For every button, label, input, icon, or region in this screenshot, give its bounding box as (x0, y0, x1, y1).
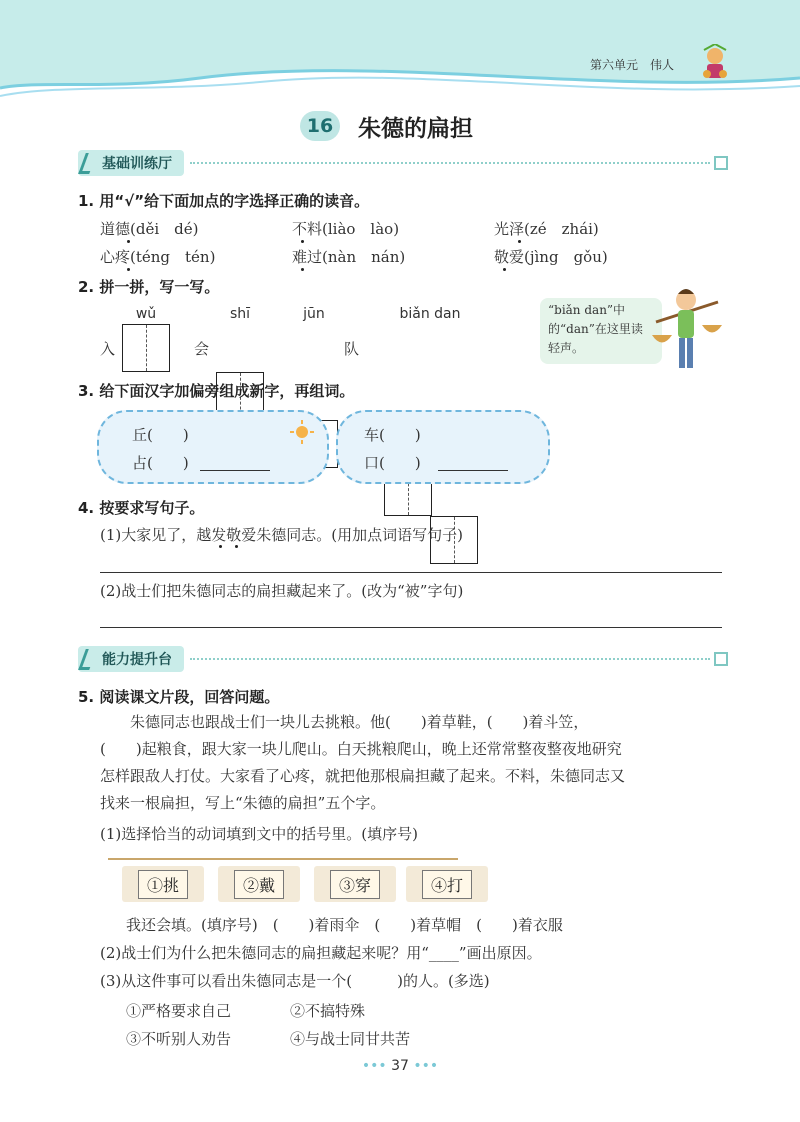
pinyin-label: wǔ (135, 306, 157, 322)
q3-right-item: 口( ) (364, 454, 421, 472)
verb-card-label: ①挑 (138, 870, 188, 899)
card-string (108, 858, 458, 860)
emphasis-dot (518, 240, 521, 243)
verb-card-label: ④打 (422, 870, 472, 899)
q3-right-item: 车( ) (364, 426, 421, 444)
q3-prompt: 3. 给下面汉字加偏旁组成新字，再组词。 (78, 382, 355, 400)
section-divider (190, 162, 710, 164)
pinyin-label: shī (229, 306, 251, 322)
answer-line[interactable] (200, 470, 270, 471)
writing-cell[interactable] (122, 324, 170, 372)
section-divider (190, 658, 710, 660)
dots-left-icon: ••• (361, 1058, 387, 1074)
pinyin-label: jūn (303, 306, 325, 322)
q1-item: 敬爱(jìng gǒu) (494, 248, 608, 266)
q4-sentence1: (1)大家见了，越发敬爱朱德同志。(用加点词语写句子) (100, 526, 463, 544)
emphasis-dot (503, 268, 506, 271)
page-number: 37 (391, 1058, 409, 1074)
q2-prompt: 2. 拼一拼，写一写。 (78, 278, 220, 296)
emphasis-dot (219, 545, 222, 548)
emphasis-dot (301, 240, 304, 243)
passage-line: 怎样跟敌人打仗。大家看了心疼，就把他那根扁担藏了起来。不料，朱德同志又 (100, 767, 626, 785)
q1-item: 光泽(zé zhái) (494, 220, 599, 238)
q5-option: ③不听别人劝告 (126, 1030, 232, 1048)
q5-sub3: (3)从这件事可以看出朱德同志是一个( )的人。(多选) (100, 972, 490, 990)
tip-bubble: “biǎn dan”中的“dan”在这里读轻声。 (540, 298, 662, 364)
q1-item: 难过(nàn nán) (292, 248, 406, 266)
verb-card (218, 866, 300, 902)
q1-prompt: 1. 用“√”给下面加点的字选择正确的读音。 (78, 192, 370, 210)
q2-char: 会 (194, 340, 210, 358)
q1-item: 心疼(téng tén) (100, 248, 216, 266)
q1-item: 不料(liào lào) (292, 220, 400, 238)
emphasis-dot (235, 545, 238, 548)
q5-option: ②不搞特殊 (290, 1002, 366, 1020)
q5-sub2: (2)战士们为什么把朱德同志的扁担藏起来呢？用“____”画出原因。 (100, 944, 542, 962)
section-box-icon (714, 652, 728, 666)
answer-line[interactable] (100, 627, 722, 628)
q5-option: ①严格要求自己 (126, 1002, 232, 1020)
dots-right-icon: ••• (413, 1058, 439, 1074)
q5-option: ④与战士同甘共苦 (290, 1030, 411, 1048)
emphasis-dot (127, 240, 130, 243)
answer-line[interactable] (438, 470, 508, 471)
answer-line[interactable] (100, 572, 722, 573)
section-basic (78, 150, 728, 176)
boy-carrying-pole-icon (652, 280, 722, 380)
q3-left-item: 占( ) (132, 454, 189, 472)
unit-label: 第六单元 伟人 (590, 58, 675, 72)
header-banner (0, 0, 800, 110)
passage-line: 找来一根扁担，写上“朱德的扁担”五个字。 (100, 794, 386, 812)
q1-item: 道德(děi dé) (100, 220, 199, 238)
section-title: 基础训练厅 (78, 150, 184, 176)
emphasis-dot (127, 268, 130, 271)
q5-fill: 我还会填。(填序号) ( )着雨伞 ( )着草帽 ( )着衣服 (126, 916, 563, 934)
section-box-icon (714, 156, 728, 170)
passage-line: 朱德同志也跟战士们一块儿去挑粮。他( )着草鞋，( )着斗笠， (130, 713, 589, 731)
verb-card-label: ③穿 (330, 870, 380, 899)
verb-card (122, 866, 204, 902)
verb-card-label: ②戴 (234, 870, 284, 899)
passage-line: ( )起粮食，跟大家一块儿爬山。白天挑粮爬山，晚上还常常整夜整夜地研究 (100, 740, 622, 758)
verb-card (406, 866, 488, 902)
emphasis-dot (301, 268, 304, 271)
section-advanced (78, 646, 728, 672)
q2-char: 队 (344, 340, 360, 358)
q2-char: 入 (100, 340, 116, 358)
sun-icon (290, 420, 314, 444)
lesson-heading (300, 108, 473, 144)
mascot-icon (698, 44, 732, 84)
q4-sentence2: (2)战士们把朱德同志的扁担藏起来了。(改为“被”字句) (100, 582, 464, 600)
verb-card (314, 866, 396, 902)
section-title: 能力提升台 (78, 646, 184, 672)
q3-left-item: 丘( ) (132, 426, 189, 444)
page-footer (340, 1058, 460, 1074)
q4-prompt: 4. 按要求写句子。 (78, 499, 205, 517)
q5-sub1: (1)选择恰当的动词填到文中的括号里。(填序号) (100, 825, 418, 843)
pinyin-label: biǎn dan (399, 306, 461, 322)
lesson-title: 朱德的扁担 (358, 114, 473, 142)
q5-prompt: 5. 阅读课文片段，回答问题。 (78, 688, 280, 706)
lesson-number: 16 (300, 111, 340, 141)
